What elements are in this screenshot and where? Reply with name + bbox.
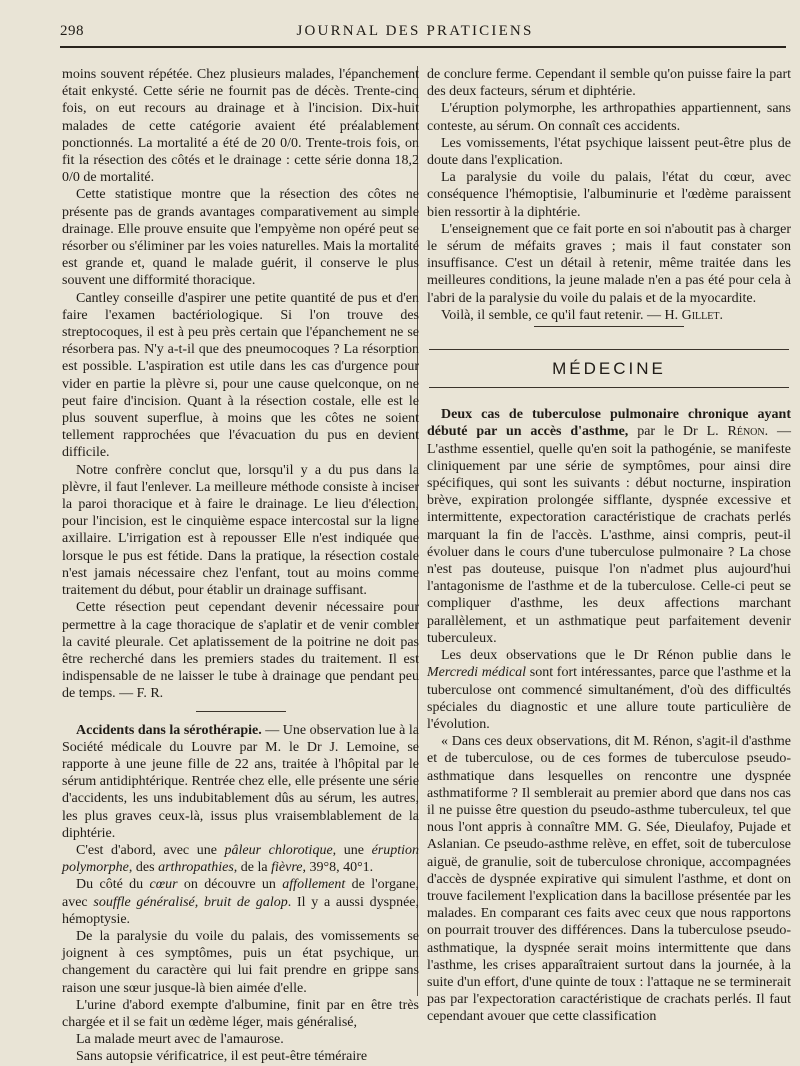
- text-run: on découvre un: [177, 877, 283, 893]
- paragraph: La malade meurt avec de l'amaurose.: [76, 1032, 284, 1048]
- header-rule: [60, 46, 786, 48]
- text-run: , 39°8, 40°1.: [302, 860, 374, 876]
- page-header: [60, 18, 780, 44]
- paragraph: Sans autopsie vérificatrice, il est peut-être téméraire: [76, 1049, 368, 1065]
- running-title: JOURNAL DES PRATICIENS: [296, 22, 534, 39]
- article-text: . — L'asthme essentiel, quelle qu'en soit la pathogénie, se manifeste cliniquement par une série de symptômes, pour ainsi dire spécifiques, qui sont les suivants : début nocturne, inspiration brève, expiration prolongée sifflante, dyspnée excessive et intermittente, expectoration caractéristique de crachats perlés marquant la fin de l'accès. L'asthme, ainsi compris, peut-il évoluer dans le cours d'une tuberculose pulmonaire ? La chose n'est pas douteuse, puisque l'on n'admet plus aujourd'hui l'antagonisme de l'asthme et de la tuberculose. Celle-ci peut se compliquer d'asthme, les deux affections marchant parallèlement, et un asthmatique peut parfaitement devenir tuberculeux.: [427, 424, 791, 646]
- paragraph: Cette résection peut cependant devenir nécessaire pour permettre à la cage thoracique de s'aplatir et de venir combler la cavité pleurale. Cet aplatissement de la poitrine ne doit pas être recherché dans les premiers stades du traitement. Il est indispensable de ne laisser le tube à drainage que pendant peu de temps. — F. R.: [62, 600, 419, 702]
- paragraph: Les vomissements, l'état psychique laissent peut-être plus de doute dans l'explication.: [427, 135, 791, 169]
- section-header: [427, 349, 791, 388]
- paragraph: « Dans ces deux observations, dit M. Rénon, s'agit-il d'asthme et de tuberculose, ou de ces formes de tuberculose pseudo-asthmatique dans lesquelles on rencontre une dyspnée asthmatiforme ? Il semblerait au premier abord que dans nos cas il ne puisse être question du pseudo-asthme tuberculeux, tel que nous l'ont appris à connaître MM. G. Sée, Dieulafoy, Pujade et Aslanian. Ce pseudo-asthme relève, en effet, soit de tuberculose aiguë, de granulie, soit de tuberculose chronique, accompagnées d'accès de dyspnée expirative qui simulent l'asthme, et dont on trouve facilement l'explication dans la bacillose présentée par les malades. En comparant ces faits avec ceux que nous rapportons on pourrait trouver des différences. Dans la tuberculose pseudo-asthmatique, la dyspnée serait moins intermittente que dans l'asthme, les crises apparaîtraient surtout dans la journée, à la suite d'un effort, d'une quinte de toux : l'attaque ne se terminerait pas par l'expectoration caractéristique de crachats perlés. Il faut cependant avouer que cette classification: [427, 734, 791, 1025]
- paragraph: moins souvent répétée. Chez plusieurs malades, l'épanchement était enkysté. Cette série ne fournit pas de décès. Trente-cinq fois, on eut recours au drainage et à l'incision. Dix-huit malades de cette catégorie avaient été préalablement ponctionnés. La mortalité a été de 20 0/0. Trente-trois fois, on fit la résection des côtés et le drainage : cette série donna 18,2 0/0 de mortalité.: [62, 67, 419, 186]
- italic-text: éruption polymorphe: [62, 842, 420, 876]
- text-run: C'est d'abord, avec une: [76, 842, 225, 858]
- paragraph: [62, 842, 419, 876]
- article-title: Accidents dans la sérothérapie.: [76, 722, 262, 738]
- article-paragraph: [427, 406, 791, 647]
- page-number: 298: [60, 22, 84, 39]
- signature-underline: [534, 326, 684, 327]
- text-run: sont fort intéressantes, parce que l'asthme et la tuberculose ont commencé simultanément, d'où des difficultés spéciales du diagnostic et une allure toute particulière de l'évolution.: [427, 665, 792, 732]
- text-run: . Il y a aussi dyspnée, hémoptysie.: [62, 894, 419, 927]
- paragraph: De la paralysie du voile du palais, des vomissements se joignent à ces symptômes, puis un état psychique, un changement du caractère qui lui fait prendre en grippe sans raison une sœur jusque-là bien aimée d'elle.: [62, 928, 419, 996]
- left-column: [62, 66, 419, 1066]
- text-run: Les deux observations que le Dr Rénon publie dans le: [441, 648, 791, 664]
- paragraph: [62, 876, 419, 928]
- italic-text: souffle généralisé, bruit de galop: [93, 894, 288, 910]
- paragraph: L'urine d'abord exempte d'albumine, finit par en être très chargée et il se fait un œdème léger, mais généralisé,: [62, 997, 419, 1030]
- right-column: [427, 66, 791, 1026]
- italic-text: cœur: [149, 877, 178, 893]
- paragraph: Notre confrère conclut que, lorsqu'il y a du pus dans la plèvre, il faut l'enlever. La meilleure méthode consiste à inciser la paroi thoracique et à faire le drainage. Le lieu d'élection, pour l'incision, est le cinquième espace intercostal sur la ligne axillaire. L'irrigation est à repousser Elle n'est indiquée que lorsque le pus est fétide. Dans la pratique, la résection costale n'est jamais nécessaire chez l'enfant, tout au moins comme traitement du début, pour établir un drainage suffisant.: [62, 462, 419, 599]
- paragraph: de conclure ferme. Cependant il semble qu'on puisse faire la part des deux facteurs, sérum et diphtérie.: [427, 67, 791, 100]
- section-title: MÉDECINE: [552, 359, 666, 379]
- text-run: de l'organe, avec: [62, 877, 419, 910]
- text-run: .: [719, 307, 723, 323]
- paragraph: L'éruption polymorphe, les arthropathies appartiennent, sans conteste, au sérum. On connaît ces accidents.: [427, 101, 791, 134]
- italic-text: pâleur chlorotique: [224, 842, 333, 858]
- text-run: , une: [332, 842, 372, 858]
- article-title: Deux cas de tuberculose pulmonaire chronique ayant débuté par un accès d'asthme,: [427, 407, 791, 440]
- article-text: — Une observation lue à la Société médicale du Louvre par M. le Dr J. Lemoine, se rapporte à une jeune fille de 22 ans, traitée à l'hôpital par le sérum antidiphtérique. Rentrée chez elle, elle présente une série d'accidents, les uns indubitablement dûs au sérum, les autres, les plus graves ceux-là, issus plus vraisemblablement de la diphtérie.: [62, 722, 420, 841]
- text-run: Du côté du: [76, 877, 150, 893]
- byline: par le Dr L.: [628, 424, 728, 440]
- article-paragraph: [62, 722, 419, 842]
- article-separator: [196, 711, 286, 712]
- section-rule-bottom: [429, 387, 789, 388]
- italic-text: fièvre: [271, 860, 303, 876]
- author-signature: Rénon: [727, 424, 765, 440]
- italic-text: Mercredi médical: [427, 665, 527, 681]
- signed-paragraph: [427, 307, 791, 324]
- italic-text: affollement: [282, 877, 346, 893]
- italic-text: arthropathies: [158, 860, 234, 876]
- paragraph: Cantley conseille d'aspirer une petite quantité de pus et d'en faire l'examen bactériologique. Si l'on trouve des streptocoques, il est à peu près certain que l'épanchement ne se résorbera pas. N'y a-t-il que des pneumocoques ? La résorption est possible. L'aspiration est utile dans les cas d'urgence pour vider en partie la plèvre si, pour une cause quelconque, on ne peut faire d'incision. Quant à la résection costale, elle est le plus souvent superflue, à moins que les côtes ne soient tellement rapprochées que l'évacuation du pus en devient difficile.: [62, 290, 419, 461]
- text-run: , de la: [233, 860, 272, 876]
- text-run: Voilà, il semble, ce qu'il faut retenir. — H.: [441, 307, 682, 323]
- paragraph: [427, 647, 791, 733]
- paragraph: L'enseignement que ce fait porte en soi n'aboutit pas à charger le sérum de méfaits graves ; mais il faut constater son insuffisance. C'est un détail à retenir, même traitée dans les meilleures conditions, la jeune malade n'en a pas été pour cela à l'abri de la paralysie du voile du palais et de la myocardite.: [427, 221, 791, 306]
- author-signature: Gillet: [681, 307, 720, 323]
- paragraph: Cette statistique montre que la résection des côtes ne présente pas de grands avantages comparativement au simple drainage. Elle prouve ensuite que l'empyème non opéré peut se résorber ou s'éliminer par les voies naturelles. Mais la mortalité est grande et, quand le malade guérit, il conserve le plus souvent une difformité thoracique.: [62, 187, 419, 289]
- paragraph: La paralysie du voile du palais, l'état du cœur, avec conséquence l'hémoptisie, l'albuminurie et l'œdème paraissent bien ressortir à la diphtérie.: [427, 170, 791, 220]
- text-run: , des: [128, 860, 159, 876]
